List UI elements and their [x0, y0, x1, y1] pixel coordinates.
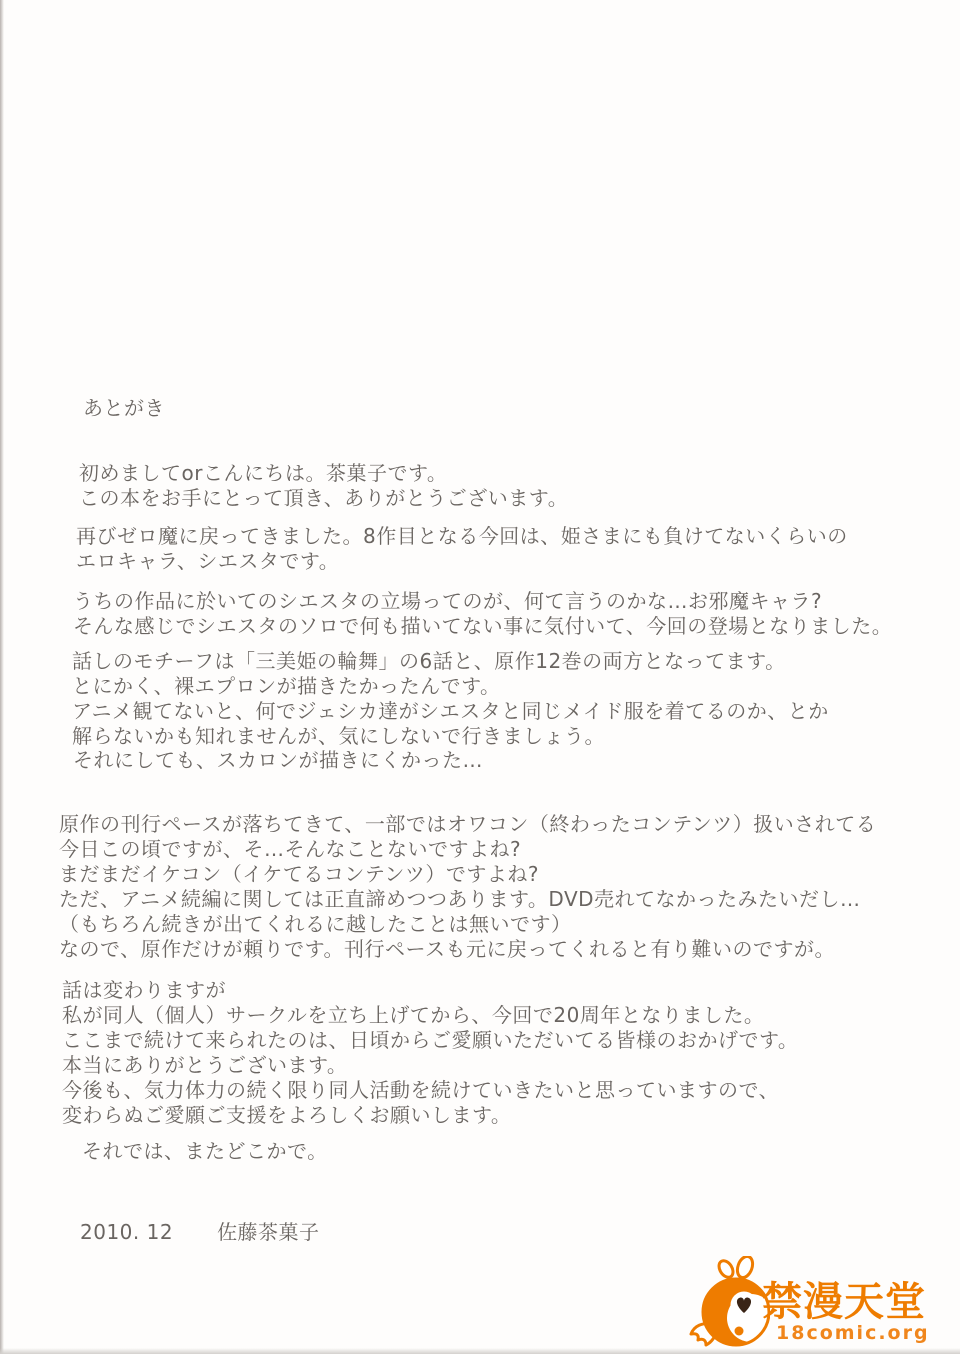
afterword-paragraph [73, 589, 892, 639]
text-line: 解らないかも知れませんが、気にしないで行きましょう。 [72, 724, 605, 748]
text-line: それでは、またどこかで。 [82, 1139, 328, 1163]
watermark-site-name: 禁漫天堂 [762, 1279, 926, 1325]
text-line: 話は変わりますが [62, 978, 226, 1002]
text-line: なので、原作だけが頼りです。刊行ペースも元に戻ってくれると有り難いのですが。 [59, 937, 835, 961]
text-line: 今後も、気力体力の続く限り同人活動を続けていきたいと思っていますので、 [62, 1078, 780, 1102]
text-line: 変わらぬご愛願ご支援をよろしくお願いします。 [62, 1103, 512, 1127]
text-line: 話しのモチーフは「三美姫の輪舞」の6話と、原作12巻の両方となってます。 [72, 649, 786, 673]
afterword-paragraph [82, 1139, 328, 1164]
text-line: 初めましてorこんにちは。茶菓子です。 [79, 461, 448, 485]
text-line: 原作の刊行ペースが落ちてきて、一部ではオワコン（終わったコンテンツ）扱いされてる [59, 812, 877, 836]
text-line: 本当にありがとうございます。 [62, 1053, 348, 1077]
scan-edge-left [0, 0, 4, 1354]
text-line: （もちろん続きが出てくれるに越したことは無いです） [59, 912, 572, 936]
text-line: うちの作品に於いてのシエスタの立場ってのが、何て言うのかな…お邪魔キャラ? [73, 589, 823, 613]
afterword-paragraph [62, 978, 798, 1128]
watermark-site-url: 18comic.org [776, 1322, 930, 1344]
text-line: ここまで続けて来られたのは、日頃からご愛願いただいてる皆様のおかげです。 [62, 1028, 799, 1052]
author-name: 佐藤茶菓子 [217, 1220, 320, 1244]
text-line: 今日この頃ですが、そ…そんなことないですよね? [59, 837, 522, 861]
publication-date: 2010. 12 [80, 1220, 174, 1244]
afterword-heading: あとがき [83, 396, 165, 420]
text-line: とにかく、裸エプロンが描きたかったんです。 [72, 674, 501, 698]
text-line: そんな感じでシエスタのソロで何も描いてない事に気付いて、今回の登場となりました。 [73, 614, 893, 638]
afterword-paragraph [76, 524, 848, 574]
text-line: ただ、アニメ続編に関しては正直諦めつつあります。DVD売れてなかったみたいだし… [59, 887, 861, 911]
text-line: エロキャラ、シエスタです。 [76, 549, 340, 573]
colophon-line [80, 1220, 320, 1245]
text-line: それにしても、スカロンが描きにくかった… [73, 748, 483, 772]
afterword-paragraph [72, 649, 829, 749]
text-line: 再びゼロ魔に戻ってきました。8作目となる今回は、姫さまにも負けてないくらいの [76, 524, 848, 548]
text-line: まだまだイケコン（イケてるコンテンツ）ですよね? [59, 862, 540, 886]
text-line: アニメ観てないと、何でジェシカ達がシエスタと同じメイド服を着てるのか、とか [72, 699, 829, 723]
orange-fish-mascot-icon [688, 1256, 770, 1351]
afterword-paragraph [59, 812, 876, 962]
text-line: この本をお手にとって頂き、ありがとうございます。 [79, 486, 569, 510]
afterword-paragraph [73, 748, 483, 773]
watermark-logo [688, 1256, 950, 1351]
text-line: 私が同人（個人）サークルを立ち上げてから、今回で20周年となりました。 [62, 1003, 765, 1027]
afterword-paragraph [79, 461, 568, 511]
